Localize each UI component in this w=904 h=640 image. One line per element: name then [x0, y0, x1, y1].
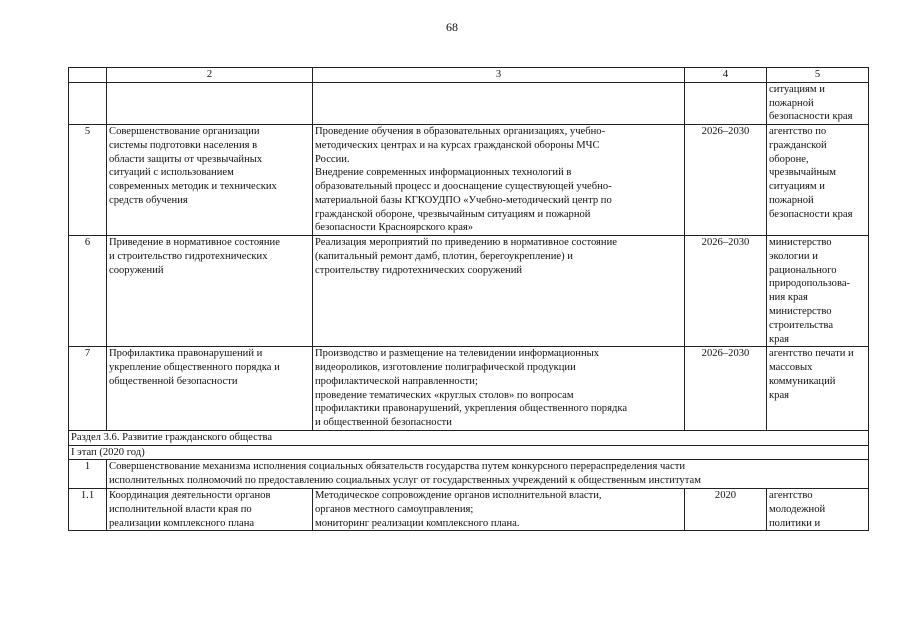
row-executor: агентство по гражданской обороне, чрезвычайным ситуациям и пожарной безопасности края: [767, 125, 869, 236]
row-measures: Методическое сопровождение органов исполнительной власти, органов местного самоуправления; мониторинг реализации комплексного плана.: [313, 488, 685, 530]
task-row: [69, 460, 869, 489]
stage-row: [69, 445, 869, 460]
header-row: [69, 68, 869, 83]
header-col-4: 4: [685, 68, 767, 83]
header-col-3: 3: [313, 68, 685, 83]
row-name: Совершенствование организации системы подготовки населения в области защиты от чрезвычайных ситуаций с использованием современных методик и технических средств обучения: [107, 125, 313, 236]
row-number: 6: [69, 236, 107, 347]
row-name: Координация деятельности органов исполнительной власти края по реализации комплексного плана: [107, 488, 313, 530]
table-row: [69, 347, 869, 431]
task-number: 1: [69, 460, 107, 489]
header-col-2: 2: [107, 68, 313, 83]
row-period: 2026–2030: [685, 236, 767, 347]
row-period: 2026–2030: [685, 125, 767, 236]
row-measures: Реализация мероприятий по приведению в нормативное состояние (капитальный ремонт дамб, плотин, берегоукрепление) и строительству гидротехнических сооружений: [313, 236, 685, 347]
task-text: Совершенствование механизма исполнения социальных обязательств государства путем конкурсного перераспределения части исполнительных полномочий по предоставлению социальных услуг от государственных учреждений к общественным институтам: [107, 460, 869, 489]
section-title: Раздел 3.6. Развитие гражданского общества: [69, 430, 869, 445]
row-executor: министерство экологии и рационального природопользова- ния края министерство строительства края: [767, 236, 869, 347]
row-period: 2026–2030: [685, 347, 767, 431]
table-row: [69, 125, 869, 236]
row-number: 5: [69, 125, 107, 236]
header-col-1: [69, 68, 107, 83]
row-name: Приведение в нормативное состояние и строительство гидротехнических сооружений: [107, 236, 313, 347]
section-row: [69, 430, 869, 445]
row-executor: агентство молодежной политики и: [767, 488, 869, 530]
continuation-executor: ситуациям и пожарной безопасности края: [767, 82, 869, 124]
page-number: 68: [446, 20, 458, 34]
row-period: 2020: [685, 488, 767, 530]
continuation-row: [69, 82, 869, 124]
plan-table: [68, 67, 869, 531]
row-number: 1.1: [69, 488, 107, 530]
row-executor: агентство печати и массовых коммуникаций края: [767, 347, 869, 431]
row-measures: Проведение обучения в образовательных организациях, учебно- методических центрах и на курсах гражданской обороны МЧС России. Внедрение современных информационных технологий в образовательный процесс и дооснащение существующей учебно- материальной базы КГКОУДПО «Учебно-методический центр по гражданской обороне, чрезвычайным ситуациям и пожарной безопасности Красноярского края»: [313, 125, 685, 236]
row-name: Профилактика правонарушений и укрепление общественного порядка и общественной безопасности: [107, 347, 313, 431]
row-number: 7: [69, 347, 107, 431]
table-row: [69, 236, 869, 347]
stage-title: I этап (2020 год): [69, 445, 869, 460]
table-row: [69, 488, 869, 530]
row-measures: Производство и размещение на телевидении информационных видеороликов, изготовление полиграфической продукции профилактической направленности; проведение тематических «круглых столов» по вопросам профилактики правонарушений, укрепления общественного порядка и общественной безопасности: [313, 347, 685, 431]
header-col-5: 5: [767, 68, 869, 83]
